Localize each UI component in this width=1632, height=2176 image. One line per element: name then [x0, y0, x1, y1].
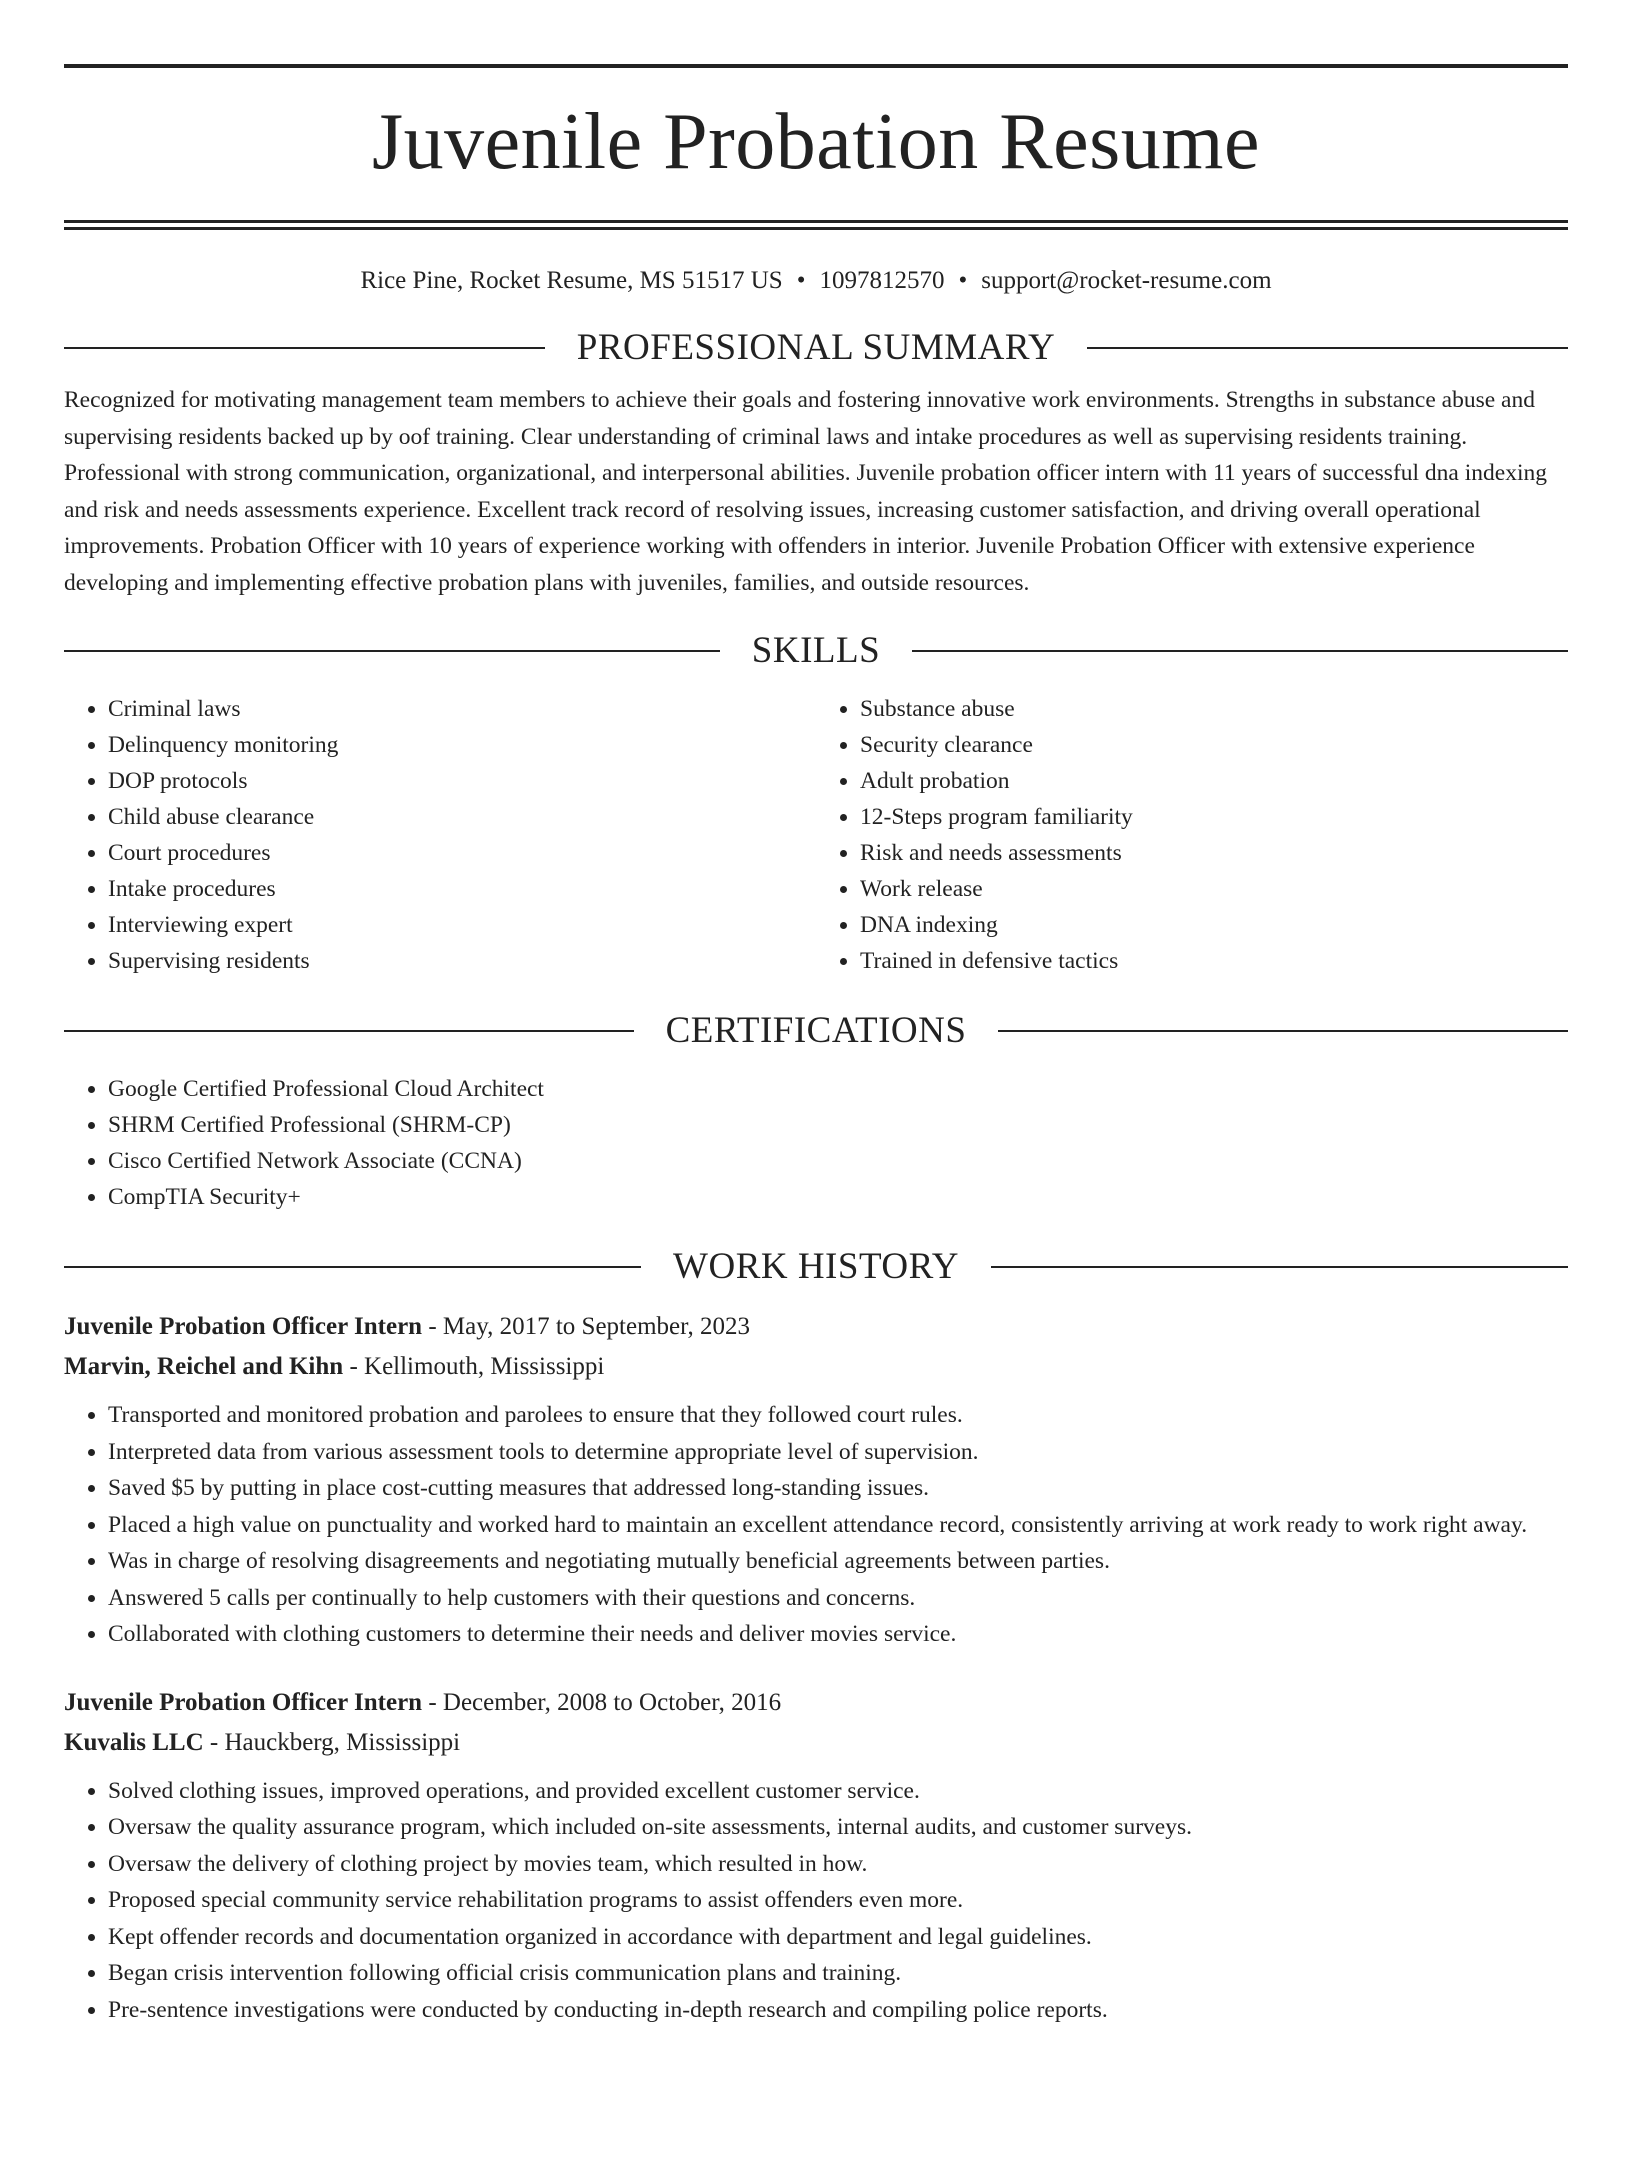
summary-heading: PROFESSIONAL SUMMARY — [576, 327, 1056, 368]
skills-right-list — [816, 691, 1568, 979]
job-location: - Hauckberg, Mississippi — [209, 1728, 461, 1756]
top-rule — [64, 64, 1568, 68]
job-bullet: • Began crisis intervention following official crisis communication plans and training. — [108, 1955, 1568, 1992]
resume-page — [0, 64, 1632, 2176]
certifications-heading: CERTIFICATIONS — [665, 1010, 967, 1051]
job-company: Marvin, Reichel and Kihn — [64, 1353, 344, 1380]
certification-item: • SHRM Certified Professional (SHRM-CP) — [108, 1107, 1568, 1143]
skill-item: • Interviewing expert — [108, 907, 816, 943]
work-history — [64, 1307, 1568, 2028]
section-rule — [1087, 347, 1568, 349]
job-bullet: • Saved $5 by putting in place cost-cutting measures that addressed long-standing issues. — [108, 1470, 1568, 1507]
job-company: Kuvalis LLC — [64, 1728, 204, 1756]
certifications-list — [64, 1071, 1568, 1215]
job-bullet: • Pre-sentence investigations were conducted by conducting in-depth research and compiling police reports. — [108, 1992, 1568, 2029]
job-bullet: • Kept offender records and documentation organized in accordance with department and legal guidelines. — [108, 1919, 1568, 1956]
contact-separator: • — [958, 267, 968, 294]
job-company-line — [64, 1347, 1568, 1387]
job-dates: - May, 2017 to September, 2023 — [428, 1313, 750, 1340]
job-dates: - December, 2008 to October, 2016 — [428, 1688, 782, 1716]
contact-email: support@rocket-resume.com — [981, 267, 1272, 294]
job-bullet: • Was in charge of resolving disagreements and negotiating mutually beneficial agreements between parties. — [108, 1543, 1568, 1580]
job-bullet: • Proposed special community service rehabilitation programs to assist offenders even more. — [108, 1882, 1568, 1919]
section-rule — [64, 347, 545, 349]
section-rule — [991, 1266, 1568, 1268]
skill-item: • Child abuse clearance — [108, 799, 816, 835]
job-title: Juvenile Probation Officer Intern — [64, 1688, 423, 1716]
section-rule — [64, 1030, 634, 1032]
job-bullet: • Answered 5 calls per continually to help customers with their questions and concerns. — [108, 1580, 1568, 1617]
contact-address: Rice Pine, Rocket Resume, MS 51517 US — [360, 267, 783, 294]
job-bullet: • Interpreted data from various assessment tools to determine appropriate level of supervision. — [108, 1434, 1568, 1471]
certification-item: • Cisco Certified Network Associate (CCNA) — [108, 1143, 1568, 1179]
skills-left-list — [64, 691, 816, 979]
page-title: Juvenile Probation Resume — [372, 98, 1260, 186]
job-bullets — [64, 1773, 1568, 2029]
job-bullets — [64, 1397, 1568, 1653]
skill-item: • Supervising residents — [108, 943, 816, 979]
work-section-header — [64, 1245, 1568, 1289]
job-title: Juvenile Probation Officer Intern — [64, 1313, 423, 1340]
summary-text: Recognized for motivating management team members to achieve their goals and fostering innovative work environments. Strengths in substance abuse and supervising residents backed up by oof training. Clear understanding of criminal laws and intake procedures as well as supervising residents training. Professional with strong communication, organizational, and interpersonal abilities. Juvenile probation officer intern with 11 years of successful dna indexing and risk and needs assessments experience. Excellent track record of resolving issues, increasing customer satisfaction, and driving overall operational improvements. Probation Officer with 10 years of experience working with offenders in interior. Juvenile Probation Officer with extensive experience developing and implementing effective probation plans with juveniles, families, and outside resources. — [64, 387, 1547, 596]
certifications-section-header — [64, 1009, 1568, 1053]
job-location: - Kellimouth, Mississippi — [349, 1353, 605, 1380]
contact-line — [64, 266, 1568, 296]
job-bullet: • Collaborated with clothing customers to determine their needs and deliver movies service. — [108, 1616, 1568, 1653]
job-title-line — [64, 1683, 1568, 1723]
skill-item: • DOP protocols — [108, 763, 816, 799]
job-entry — [64, 1683, 1568, 2029]
job-bullet: • Placed a high value on punctuality and worked hard to maintain an excellent attendance record, consistently arriving at work ready to work right away. — [108, 1507, 1568, 1544]
skills-heading: SKILLS — [751, 630, 881, 671]
contact-phone: 1097812570 — [819, 267, 945, 294]
job-bullet: • Oversaw the quality assurance program, which included on-site assessments, internal audits, and customer surveys. — [108, 1809, 1568, 1846]
skill-item: • Criminal laws — [108, 691, 816, 727]
job-bullet: • Solved clothing issues, improved operations, and provided excellent customer service. — [108, 1773, 1568, 1810]
job-bullet: • Transported and monitored probation and parolees to ensure that they followed court rules. — [108, 1397, 1568, 1434]
certification-item: • CompTIA Security+ — [108, 1179, 1568, 1215]
skill-item: • Adult probation — [860, 763, 1568, 799]
job-entry — [64, 1307, 1568, 1653]
work-heading: WORK HISTORY — [673, 1246, 959, 1287]
section-rule — [64, 1266, 641, 1268]
job-title-line — [64, 1307, 1568, 1347]
summary-section-header — [64, 326, 1568, 370]
skill-item: • Court procedures — [108, 835, 816, 871]
contact-separator: • — [796, 267, 806, 294]
section-rule — [64, 650, 720, 652]
skill-item: • DNA indexing — [860, 907, 1568, 943]
skill-item: • Work release — [860, 871, 1568, 907]
skill-item: • Delinquency monitoring — [108, 727, 816, 763]
skill-item: • 12-Steps program familiarity — [860, 799, 1568, 835]
skill-item: • Risk and needs assessments — [860, 835, 1568, 871]
title-double-rule — [64, 220, 1568, 230]
skill-item: • Security clearance — [860, 727, 1568, 763]
skills-columns — [64, 691, 1568, 979]
skill-item: • Substance abuse — [860, 691, 1568, 727]
skill-item: • Intake procedures — [108, 871, 816, 907]
section-rule — [912, 650, 1568, 652]
skill-item: • Trained in defensive tactics — [860, 943, 1568, 979]
certification-item: • Google Certified Professional Cloud Architect — [108, 1071, 1568, 1107]
section-rule — [998, 1030, 1568, 1032]
job-company-line — [64, 1723, 1568, 1763]
skills-section-header — [64, 629, 1568, 673]
job-bullet: • Oversaw the delivery of clothing project by movies team, which resulted in how. — [108, 1846, 1568, 1883]
